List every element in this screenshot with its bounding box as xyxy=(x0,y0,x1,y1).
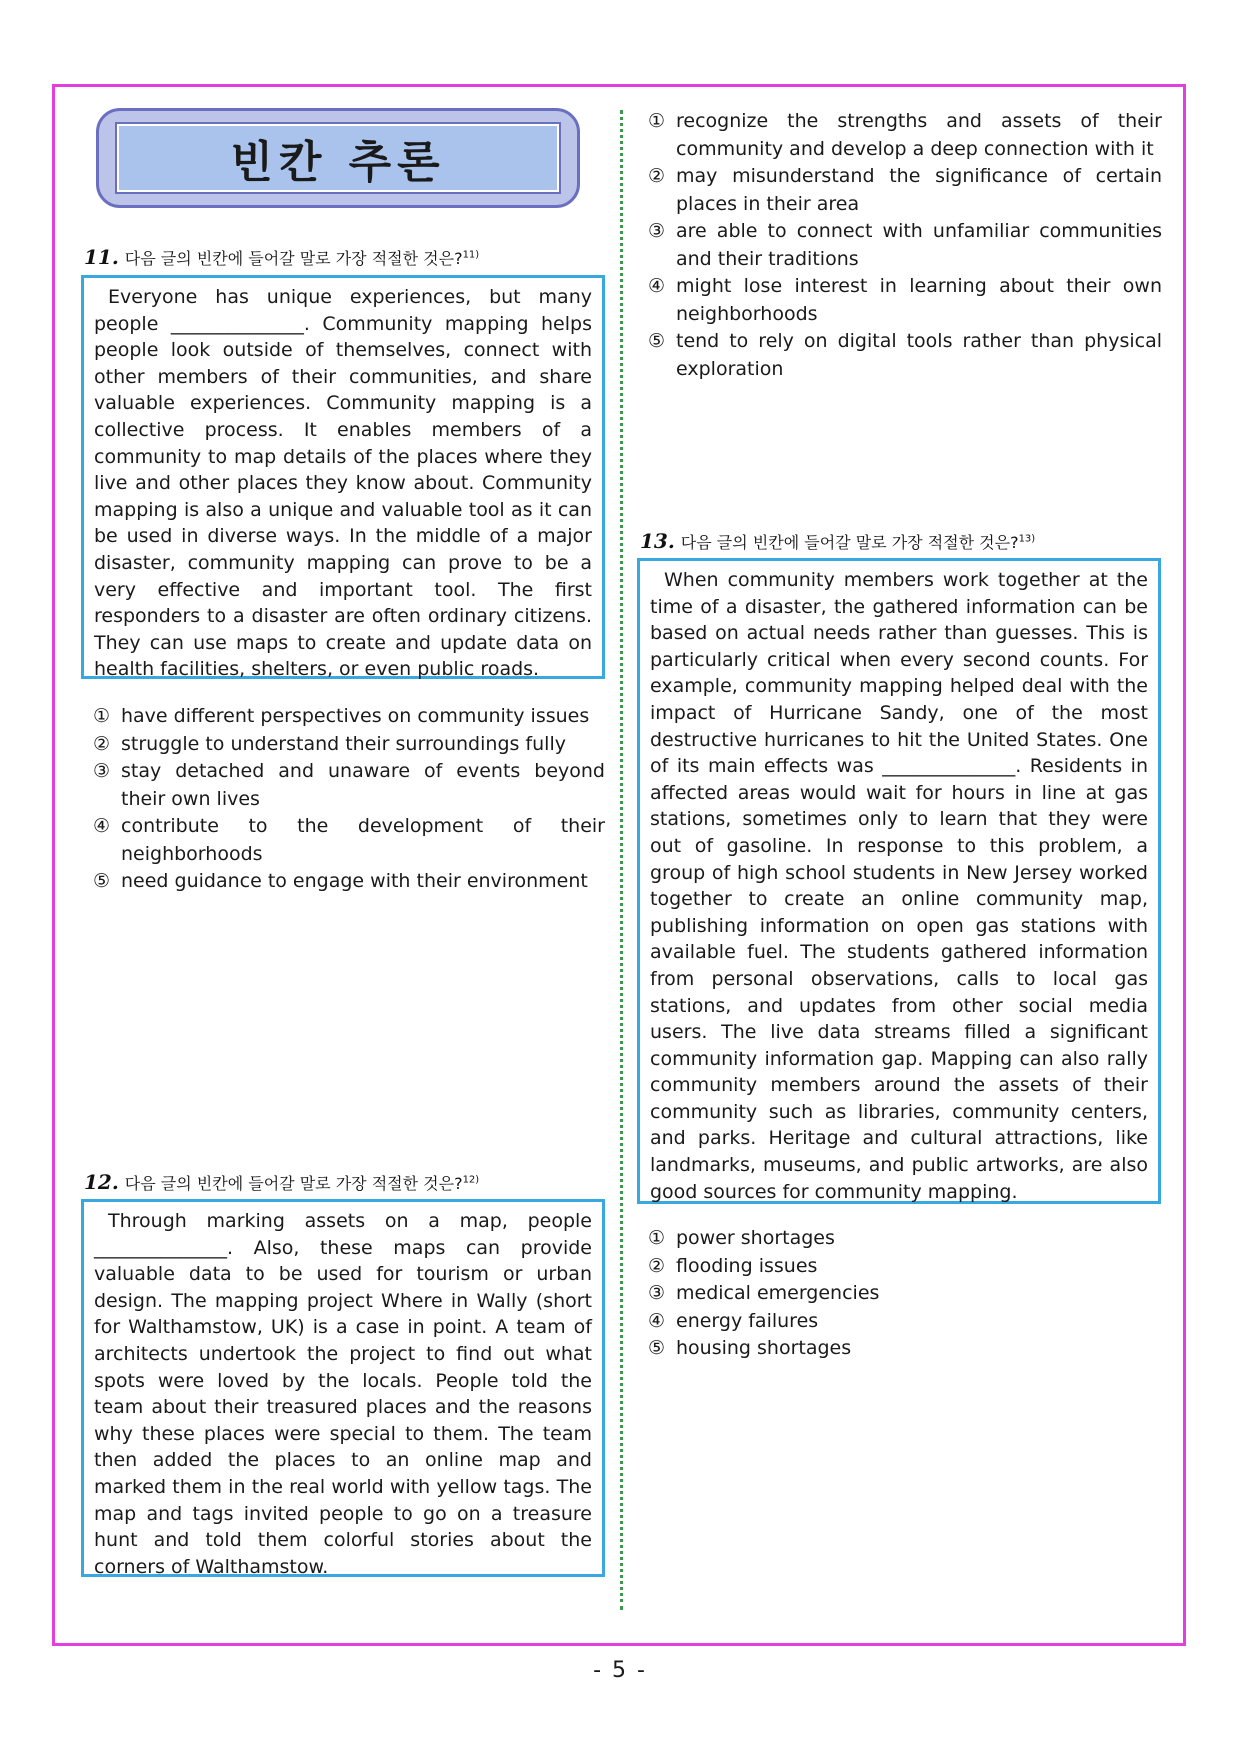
column-divider xyxy=(620,110,623,1610)
q12-number: 12. xyxy=(84,1170,119,1194)
q12-option-3-text: are able to connect with unfamiliar communities and their traditions xyxy=(676,220,1162,270)
q12-option-2-text: may misunderstand the significance of certain places in their area xyxy=(676,165,1162,215)
q13-option-4-text: energy failures xyxy=(676,1309,819,1332)
q13-passage: When community members work together at the time of a disaster, the gathered information can be based on actual needs rather than guesses. This is particularly critical when every second counts. For example, community mapping helped deal with the impact of Hurricane Sandy, one of the most destructive hurricanes to hit the United States. One of its main effects was ______________. Residents in affected areas would wait for hours in line at gas stations, sometimes only to learn that they were out of gasoline. In response to this problem, a group of high school students in New Jersey worked together to create an online community map, publishing information on open gas stations with available fuel. The students gathered information from personal observations, calls to local gas stations, and updates from other social media users. The live data streams filled a significant community information gap. Mapping can also rally community members around the assets of their community such as libraries, community centers, and parks. Heritage and cultural attractions, like landmarks, museums, and public artworks, are also good sources for community mapping. xyxy=(637,558,1161,1204)
q13-option-1[interactable] xyxy=(648,1225,1162,1253)
q13-option-1-mark: ① xyxy=(648,1227,666,1249)
q13-heading xyxy=(640,529,1035,553)
q13-option-2[interactable] xyxy=(648,1253,1162,1281)
q13-option-2-mark: ② xyxy=(648,1254,666,1277)
q12-option-4-text: might lose interest in learning about their own neighborhoods xyxy=(676,275,1162,325)
q11-option-2[interactable] xyxy=(93,731,605,759)
q12-option-1-text: recognize the strengths and assets of their community and develop a deep connection with it xyxy=(676,110,1162,160)
q11-option-1-mark: ① xyxy=(93,705,111,727)
q12-option-3-mark: ③ xyxy=(648,220,666,242)
q13-question: 다음 글의 빈칸에 들어갈 말로 가장 적절한 것은? xyxy=(680,533,1019,552)
q12-options xyxy=(648,108,1162,383)
q11-option-1-text: have different perspectives on community issues xyxy=(121,705,590,727)
q13-option-5[interactable] xyxy=(648,1335,1162,1363)
q12-option-1[interactable] xyxy=(648,108,1162,163)
q12-option-4[interactable] xyxy=(648,273,1162,328)
section-title-inner xyxy=(117,124,559,192)
q11-option-3-text: stay detached and unaware of events beyond their own lives xyxy=(121,760,605,810)
q13-option-3-text: medical emergencies xyxy=(676,1282,880,1304)
q11-option-2-mark: ② xyxy=(93,732,111,755)
q12-option-2[interactable] xyxy=(648,163,1162,218)
q11-option-3-mark: ③ xyxy=(93,760,111,782)
q13-option-3-mark: ③ xyxy=(648,1282,666,1304)
q11-passage: Everyone has unique experiences, but many people ______________. Community mapping helps people look outside of themselves, connect with other members of their communities, and share valuable experiences. Community mapping is a collective process. It enables members of a community to map details of the places where they live and other places they know about. Community mapping is also a unique and valuable tool as it can be used in diverse ways. In the middle of a major disaster, community mapping can prove to be a very effective and important tool. The first responders to a disaster are often ordinary citizens. They can use maps to create and update data on health facilities, shelters, or even public roads. xyxy=(81,275,605,679)
section-title-banner xyxy=(96,108,580,208)
q11-options xyxy=(93,703,605,896)
q12-heading xyxy=(84,1170,479,1194)
q13-footnote: 13) xyxy=(1018,533,1036,545)
q11-option-5-text: need guidance to engage with their environment xyxy=(121,870,588,892)
q11-number: 11. xyxy=(84,245,119,269)
q12-option-3[interactable] xyxy=(648,218,1162,273)
q11-option-5-mark: ⑤ xyxy=(93,870,111,892)
q11-option-4[interactable] xyxy=(93,813,605,868)
q12-option-2-mark: ② xyxy=(648,165,666,187)
q13-option-1-text: power shortages xyxy=(676,1227,835,1249)
q13-option-4-mark: ④ xyxy=(648,1309,666,1332)
q12-option-5[interactable] xyxy=(648,328,1162,383)
q12-option-1-mark: ① xyxy=(648,110,666,132)
q11-option-4-mark: ④ xyxy=(93,815,111,837)
q13-options xyxy=(648,1225,1162,1363)
q13-number: 13. xyxy=(640,529,675,553)
q12-question: 다음 글의 빈칸에 들어갈 말로 가장 적절한 것은? xyxy=(124,1174,463,1193)
page-number: - 5 - xyxy=(593,1658,647,1683)
q11-question: 다음 글의 빈칸에 들어갈 말로 가장 적절한 것은? xyxy=(124,249,463,268)
q13-option-2-text: flooding issues xyxy=(676,1254,818,1277)
q11-footnote: 11) xyxy=(462,249,480,261)
q11-heading xyxy=(84,245,479,269)
q12-option-5-text: tend to rely on digital tools rather than physical exploration xyxy=(676,330,1162,380)
q13-option-5-text: housing shortages xyxy=(676,1337,852,1359)
q13-option-4[interactable] xyxy=(648,1308,1162,1336)
q11-option-5[interactable] xyxy=(93,868,605,896)
q12-option-5-mark: ⑤ xyxy=(648,330,666,352)
q11-option-1[interactable] xyxy=(93,703,605,731)
q11-option-4-text: contribute to the development of their neighborhoods xyxy=(121,815,605,865)
section-title: 빈칸 추론 xyxy=(230,137,446,188)
q13-option-5-mark: ⑤ xyxy=(648,1337,666,1359)
q12-option-4-mark: ④ xyxy=(648,275,666,297)
q12-footnote: 12) xyxy=(462,1174,480,1186)
q12-passage: Through marking assets on a map, people ______________. Also, these maps can provide valuable data to be used for tourism or urban design. The mapping project Where in Wally (short for Walthamstow, UK) is a case in point. A team of architects undertook the project to find out what spots were loved by the locals. People told the team about their treasured places and the reasons why these places were special to them. The team then added the places to an online map and marked them in the real world with yellow tags. The map and tags invited people to go on a treasure hunt and told them colorful stories about the corners of Walthamstow. xyxy=(81,1199,605,1577)
q11-option-3[interactable] xyxy=(93,758,605,813)
q11-option-2-text: struggle to understand their surroundings fully xyxy=(121,732,566,755)
q13-option-3[interactable] xyxy=(648,1280,1162,1308)
